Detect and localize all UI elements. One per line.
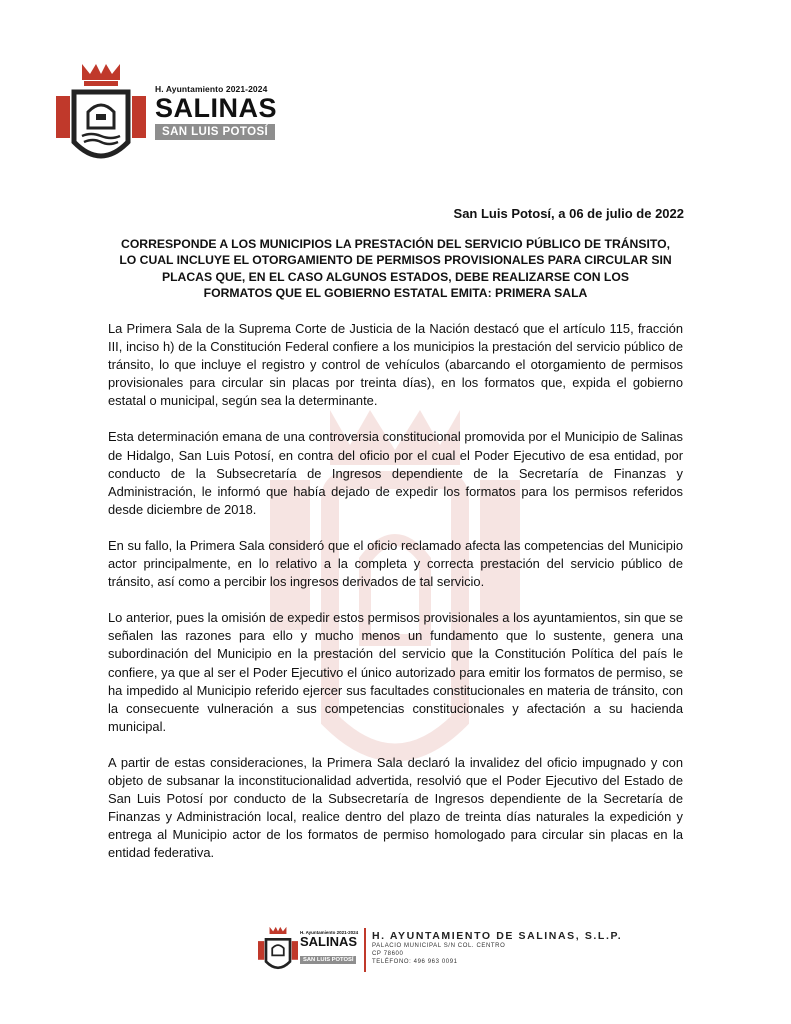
body-paragraph: A partir de estas consideraciones, la Primera Sala declaró la invalidez del oficio impugnado y con objeto de subsanar la inconstitucionalidad advertida, resolvió que el Poder Ejecutivo del Estado de San Luis Potosí por conducto de la Subsecretaría de Ingresos dependiente de la Secretaría de Finanzas y Administración local, realice dentro del plazo de treinta días naturales la expedición y entrega al Municipio actor de los formatos de permiso homologado para circular sin placas en la entidad federativa. <box>108 754 683 861</box>
footer-brand <box>300 930 358 966</box>
headline <box>100 236 691 302</box>
footer-ayuntamiento: H. Ayuntamiento 2021-2024 <box>300 930 359 935</box>
footer-state: SAN LUIS POTOSÍ <box>300 956 356 964</box>
headline-line: FORMATOS QUE EL GOBIERNO ESTATAL EMITA: PRIMERA SALA <box>203 286 588 301</box>
body-paragraph: La Primera Sala de la Suprema Corte de Justicia de la Nación destacó que el artículo 115, fracción III, inciso h) de la Constitución Federal confiere a los municipios la prestación del servicio público de tránsito, lo que incluye el registro y control de vehículos (abarcando el otorgamiento de permisos provisionales para circular sin placas por treinta días), en los formatos que, expida el gobierno estatal o municipal, según sea la determinante. <box>108 321 683 409</box>
footer-divider <box>364 928 366 972</box>
header-state: SAN LUIS POTOSÍ <box>155 124 275 140</box>
footer-emblem-icon <box>258 926 298 974</box>
footer-contact <box>372 930 622 966</box>
document-body <box>108 320 683 880</box>
header-ayuntamiento: H. Ayuntamiento 2021-2024 <box>155 84 268 94</box>
document-date: San Luis Potosí, a 06 de julio de 2022 <box>453 206 684 221</box>
footer-title: H. AYUNTAMIENTO DE SALINAS, S.L.P. <box>372 930 623 942</box>
headline-line: LO CUAL INCLUYE EL OTORGAMIENTO DE PERMISOS PROVISIONALES PARA CIRCULAR SIN <box>119 253 672 268</box>
footer <box>0 920 791 980</box>
body-paragraph: Lo anterior, pues la omisión de expedir estos permisos provisionales a los ayuntamientos, sin que se señalen las razones para ello y mucho menos un fundamento que lo sustente, genera una subordinación del Municipio en la prestación del servicio que la Constitución Política del país le confiere, ya que al ser el Poder Ejecutivo el único autorizado para emitir los formatos de permiso, se ha impedido al Municipio referido ejercer sus facultades constitucionales en materia de tránsito, con la consecuente vulneración a sus competencias constitucionales y afectación a su hacienda municipal. <box>108 610 683 734</box>
body-paragraph: Esta determinación emana de una controversia constitucional promovida por el Municipio de Salinas de Hidalgo, San Luis Potosí, en contra del oficio por el cual el Poder Ejecutivo de esa entidad, por conducto de la Subsecretaría de Ingresos dependiente de la Secretaría de Finanzas y Administración, le informó que había dejado de expedir los formatos para los permisos referidos desde diciembre de 2018. <box>108 429 683 517</box>
headline-line: PLACAS QUE, EN EL CASO ALGUNOS ESTADOS, DEBE REALIZARSE CON LOS <box>161 269 629 284</box>
header-city: SALINAS <box>155 93 278 123</box>
body-paragraph: En su fallo, la Primera Sala consideró que el oficio reclamado afecta las competencias del Municipio actor principalmente, en lo relativo a la completa y correcta prestación del servicio público de tránsito, así como a percibir los ingresos derivados de tal servicio. <box>108 537 683 590</box>
header-brand <box>155 84 277 140</box>
footer-cp: CP 78600 <box>372 951 404 957</box>
salinas-emblem-icon <box>56 62 146 170</box>
footer-city: SALINAS <box>300 934 358 949</box>
footer-address: PALACIO MUNICIPAL S/N COL. CENTRO <box>372 943 506 949</box>
footer-phone: TELÉFONO: 496 963 0091 <box>372 959 458 965</box>
headline-line: CORRESPONDE A LOS MUNICIPIOS LA PRESTACIÓN DEL SERVICIO PÚBLICO DE TRÁNSITO, <box>121 237 670 251</box>
